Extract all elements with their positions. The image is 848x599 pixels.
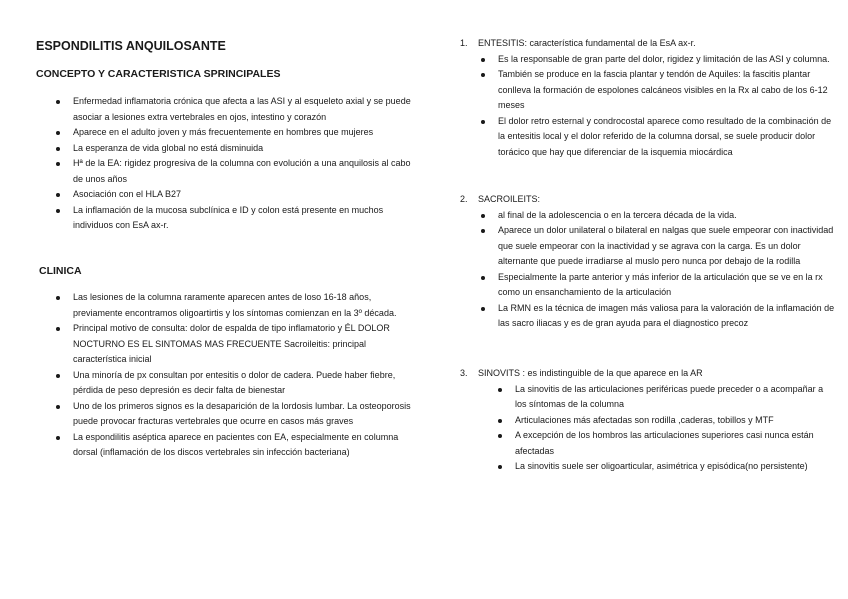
list-item: Es la responsable de gran parte del dolor, rigidez y limitación de las ASI y columna.: [498, 52, 838, 68]
list-item: Asociación con el HLA B27: [73, 187, 411, 203]
list-item: Principal motivo de consulta: dolor de espalda de tipo inflamatorio y ÉL DOLOR NOCTURNO ES EL SINTOMAS MAS FRECUENTE Sacroileitis: principal característica inicial: [73, 321, 411, 368]
section-label: SINOVITS : es indistinguible de la que aparece en la AR: [478, 368, 703, 378]
list-item: La sinovitis suele ser oligoarticular, asimétrica y episódica(no persistente): [515, 459, 825, 475]
list-item: Uno de los primeros signos es la desaparición de la lordosis lumbar. La osteoporosis puede provocar fracturas vertebrales que ocurre en casos más graves: [73, 399, 411, 430]
list-item: Articulaciones más afectadas son rodilla ,caderas, tobillos y MTF: [515, 413, 825, 429]
entesitis-list: [498, 52, 838, 161]
section-label: SACROILEITS:: [478, 194, 541, 204]
list-item: La inflamación de la mucosa subclínica e ID y colon está presente en muchos individuos con EsA ax-r.: [73, 203, 411, 234]
list-item: La RMN es la técnica de imagen más valiosa para la valoración de la inflamación de las sacro iliacas y es de gran ayuda para el diagnostico precoz: [498, 301, 840, 332]
clinica-heading: CLINICA: [39, 265, 82, 277]
list-item: También se produce en la fascia plantar y tendón de Aquiles: la fascitis plantar conlleva la formación de espolones calcáneos visibles en la Rx al cabo de los 6-12 meses: [498, 67, 838, 114]
list-item: A excepción de los hombros las articulaciones superiores casi nunca están afectadas: [515, 428, 825, 459]
list-item: Aparece un dolor unilateral o bilateral en nalgas que suele empeorar con inactividad que suele empeorar con la inactividad y se agrava con la carga. Es un dolor alternante que puede irradiarse al muslo pero nunca por debajo de la rodilla: [498, 223, 840, 270]
section-number: 2.: [460, 194, 468, 204]
clinica-list: [73, 290, 411, 461]
list-item: Enfermedad inflamatoria crónica que afecta a las ASI y al esqueleto axial y se puede asociar a lesiones extra vertebrales en ojos, intestino y corazón: [73, 94, 411, 125]
section-entesitis: [460, 36, 840, 160]
section-label: ENTESITIS: característica fundamental de la EsA ax-r.: [478, 38, 696, 48]
list-item: Aparece en el adulto joven y más frecuentemente en hombres que mujeres: [73, 125, 411, 141]
list-item: Hª de la EA: rigidez progresiva de la columna con evolución a una anquilosis al cabo de unos años: [73, 156, 411, 187]
section-sacroileitis: [460, 192, 840, 332]
section-number: 1.: [460, 38, 468, 48]
sinovitis-list: [515, 382, 825, 475]
section-number: 3.: [460, 368, 468, 378]
document-title: ESPONDILITIS ANQUILOSANTE: [36, 39, 226, 53]
concepto-list: [73, 94, 411, 234]
list-item: Las lesiones de la columna raramente aparecen antes de loso 16-18 años, previamente encontramos oligoartirtis y los síntomas comienzan en la 3º década.: [73, 290, 411, 321]
sacroileitis-list: [498, 208, 840, 332]
list-item: La sinovitis de las articulaciones periféricas puede preceder o a acompañar a los síntomas de la columna: [515, 382, 825, 413]
list-item: Una minoría de px consultan por entesitis o dolor de cadera. Puede haber fiebre, pérdida de peso depresión es decir falta de bienestar: [73, 368, 411, 399]
section-sinovitis: [460, 366, 840, 475]
list-item: Especialmente la parte anterior y más inferior de la articulación que se ve en la rx como un ensanchamiento de la articulación: [498, 270, 840, 301]
concepto-heading: CONCEPTO Y CARACTERISTICA SPRINCIPALES: [36, 68, 281, 80]
list-item: El dolor retro esternal y condrocostal aparece como resultado de la combinación de la entesitis local y el dolor referido de la columna dorsal, se suele producir dolor torácico que hay que diferenciar de la isquemia miocárdica: [498, 114, 838, 161]
list-item: al final de la adolescencia o en la tercera década de la vida.: [498, 208, 840, 224]
list-item: La esperanza de vida global no está disminuida: [73, 141, 411, 157]
list-item: La espondilitis aséptica aparece en pacientes con EA, especialmente en columna dorsal (inflamación de los discos vertebrales sin infección bacteriana): [73, 430, 411, 461]
